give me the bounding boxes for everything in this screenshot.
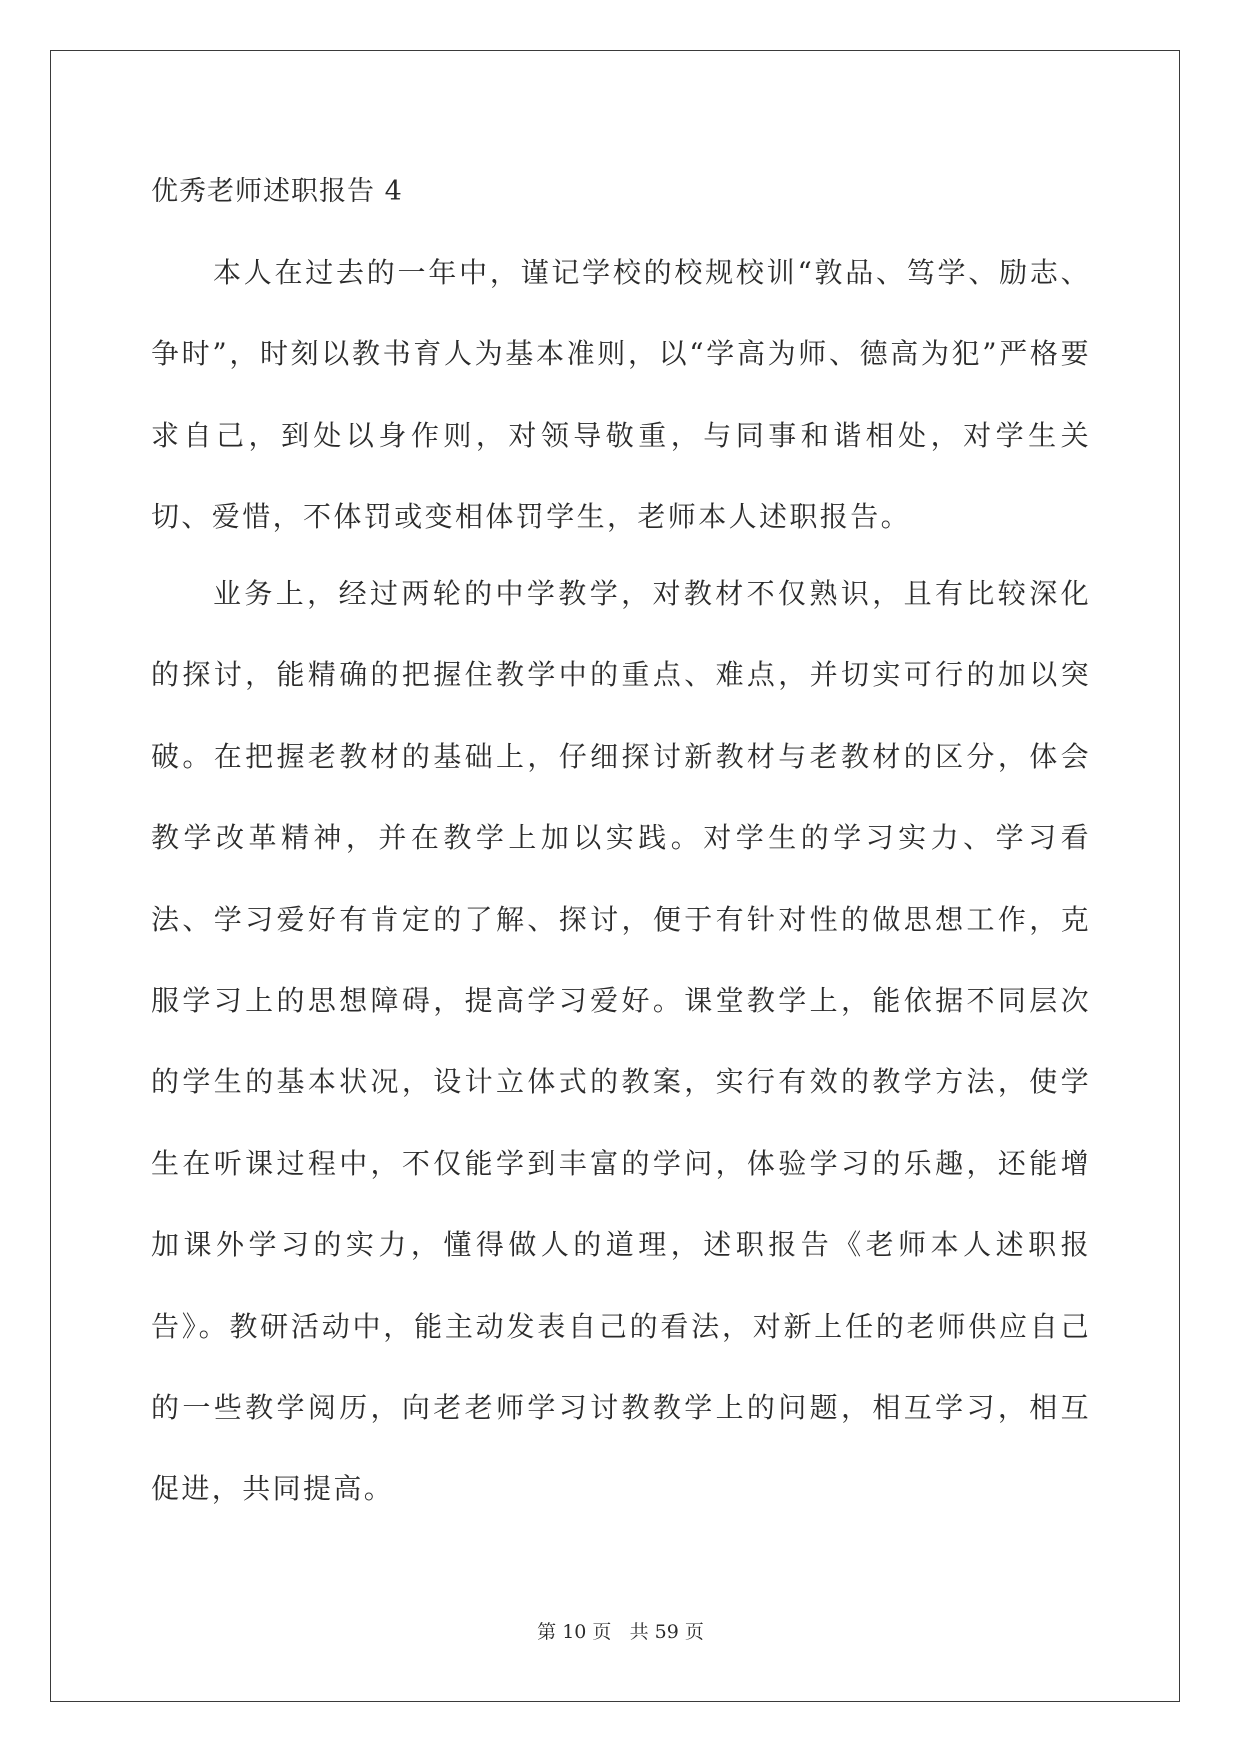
page-total: 共 59 页 [629, 1621, 704, 1643]
body-paragraph-2: 业务上，经过两轮的中学教学，对教材不仅熟识，且有比较深化的探讨，能精确的把握住教学中的重点、难点，并切实可行的加以突破。在把握老教材的基础上，仔细探讨新教材与老教材的区分，体会教学改革精神，并在教学上加以实践。对学生的学习实力、学习看法、学习爱好有肯定的了解、探讨，便于有针对性的做思想工作，克服学习上的思想障碍，提高学习爱好。课堂教学上，能依据不同层次的学生的基本状况，设计立体式的教案，实行有效的教学方法，使学生在听课过程中，不仅能学到丰富的学问，体验学习的乐趣，还能增加课外学习的实力，懂得做人的道理，述职报告《老师本人述职报告》。教研活动中，能主动发表自己的看法，对新上任的老师供应自己的一些教学阅历，向老老师学习讨教教学上的问题，相互学习，相互促进，共同提高。 [151, 577, 1091, 1506]
body-paragraph-1: 本人在过去的一年中，谨记学校的校规校训“敦品、笃学、励志、争时”，时刻以教书育人为基本准则，以“学高为师、德高为犯”严格要求自己，到处以身作则，对领导敬重，与同事和谐相处，对学生关切、爱惜，不体罚或变相体罚学生，老师本人述职报告。 [151, 256, 1091, 534]
document-title: 优秀老师述职报告 4 [151, 176, 403, 207]
page-number: 第 10 页 [537, 1621, 612, 1643]
page-footer [0, 1620, 1241, 1644]
